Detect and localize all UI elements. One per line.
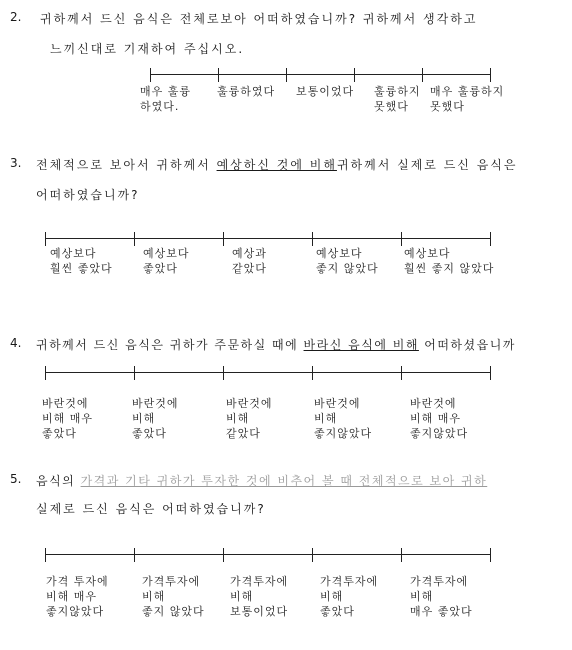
q2-option-1[interactable]: 매우 훌륭 하였다. [140,85,192,113]
q3-option-5[interactable]: 예상보다 훨씬 좋지 않았다 [404,247,495,275]
q4-option-1[interactable]: 바란것에 비해 매우 좋았다 [42,397,94,440]
q5-number: 5. [10,472,22,486]
q2-option-2[interactable]: 훌륭하였다 [217,85,276,98]
q3-text-line2: 어떠하였습니까? [36,188,140,202]
q2-option-4[interactable]: 훌륭하지 못했다 [374,85,421,113]
q2-option-5[interactable]: 매우 훌륭하지 못했다 [430,85,505,113]
q3-underlined-phrase: 예상하신 것에 비해 [216,158,337,172]
q3-option-4[interactable]: 예상보다 좋지 않았다 [316,247,379,275]
q5-option-5[interactable]: 가격투자에 비해 매우 좋았다 [410,575,473,618]
q3-option-1[interactable]: 예상보다 훨씬 좋았다 [50,247,113,275]
q5-faded-phrase: 가격과 기타 귀하가 투자한 것에 비추어 볼 때 전체적으로 보아 귀하 [80,474,488,488]
q2-text-line1: 귀하께서 드신 음식은 전체로보아 어떠하였습니까? 귀하께서 생각하고 [40,12,478,26]
q5-option-4[interactable]: 가격투자에 비해 좋았다 [320,575,379,618]
q5-option-3[interactable]: 가격투자에 비해 보통이었다 [230,575,289,618]
q5-option-1[interactable]: 가격 투자에 비해 매우 좋지않았다 [46,575,109,618]
q3-option-3[interactable]: 예상과 같았다 [232,247,267,275]
q2-text-line2: 느끼신대로 기재하여 주십시오. [50,42,245,56]
q5-text-line2: 실제로 드신 음식은 어떠하였습니까? [36,502,266,516]
q4-underlined-phrase: 바라신 음식에 비해 [303,338,419,352]
q4-number: 4. [10,336,22,350]
q4-option-3[interactable]: 바란것에 비해 같았다 [226,397,273,440]
q2-number: 2. [10,10,22,24]
q4-option-5[interactable]: 바란것에 비해 매우 좋지않았다 [410,397,469,440]
q5-option-2[interactable]: 가격투자에 비해 좋지 않았다 [142,575,205,618]
q5-text-line1: 음식의 가격과 기타 귀하가 투자한 것에 비추어 볼 때 전체적으로 보아 귀하 [36,474,488,488]
q2-option-3[interactable]: 보통이었다 [296,85,355,98]
q4-text-line1: 귀하께서 드신 음식은 귀하가 주문하실 때에 바라신 음식에 비해 어떠하셨읍니까 [36,338,516,352]
q3-option-2[interactable]: 예상보다 좋았다 [143,247,190,275]
q3-text-line1: 전체적으로 보아서 귀하께서 예상하신 것에 비해귀하께서 실제로 드신 음식은 [36,158,518,172]
q4-option-4[interactable]: 바란것에 비해 좋지않았다 [314,397,373,440]
q4-option-2[interactable]: 바란것에 비해 좋았다 [132,397,179,440]
q3-number: 3. [10,156,22,170]
